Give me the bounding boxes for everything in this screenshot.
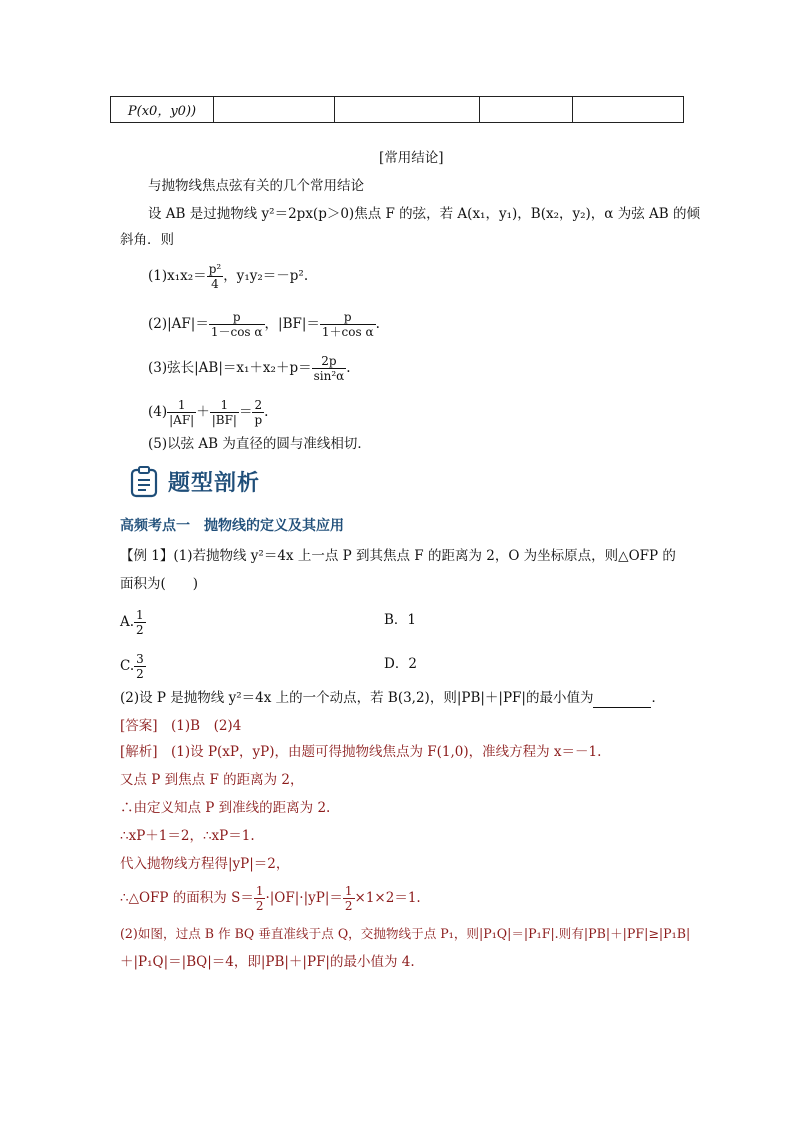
analysis-line-2: 又点 P 到焦点 F 的距离为 2， — [120, 772, 304, 788]
numerator: p — [209, 310, 265, 325]
table-cell — [480, 97, 573, 123]
conclusion-item-1 — [148, 262, 308, 291]
numerator: 2p — [312, 354, 347, 369]
denominator: 2 — [136, 623, 144, 637]
list-document-icon — [130, 466, 158, 498]
numerator: 1 — [344, 884, 353, 898]
analysis-line-1: [解析] (1)设 P(xP，yP)，由题可得抛物线焦点为 F(1,0)，准线方程为 x＝－1. — [120, 744, 602, 760]
numerator: 1 — [136, 608, 144, 622]
analysis-line-5: 代入抛物线方程得|yP|＝2， — [120, 856, 290, 872]
option-label: A. — [120, 614, 135, 630]
answer: [答案] (1)B (2)4 — [120, 718, 242, 734]
analysis-6-prefix: ∴△OFP 的面积为 S＝ — [120, 890, 254, 906]
numerator: 1 — [255, 884, 264, 898]
analysis-line-7: (2)如图，过点 B 作 BQ 垂直准线于点 Q，交抛物线于点 P₁，则|P₁Q|＝|P₁F|.则有|PB|＋|PF|≥|P₁B| — [120, 926, 691, 941]
denominator: |BF| — [211, 413, 237, 427]
topic-title: 高频考点一 抛物线的定义及其应用 — [120, 518, 344, 534]
numerator: 1 — [210, 398, 239, 413]
denominator: |AF| — [169, 413, 195, 427]
plus-sign: ＋ — [196, 404, 210, 420]
analysis-line-6 — [120, 884, 421, 913]
fraction — [209, 310, 265, 339]
analysis-6-suffix: ×1×2＝1. — [354, 890, 421, 906]
numerator: p² — [208, 262, 222, 276]
fraction — [320, 310, 376, 339]
analysis-line-3: ∴由定义知点 P 到准线的距离为 2. — [120, 800, 331, 816]
example-question-2 — [120, 688, 665, 708]
conclusion-item-2 — [148, 310, 380, 339]
fraction — [134, 608, 146, 637]
denominator: 1－cos α — [210, 325, 263, 339]
table-cell-point: P(x0，y0)) — [111, 97, 214, 123]
conclusion-setup-line2: 斜角．则 — [120, 232, 174, 248]
answer-blank — [593, 693, 651, 708]
option-d: D．2 — [384, 656, 417, 672]
denominator: 1＋cos α — [321, 325, 374, 339]
item-2-prefix: (2)|AF|＝ — [148, 316, 209, 332]
analysis-6-mid: ·|OF|·|yP|＝ — [265, 890, 343, 906]
option-a — [120, 608, 146, 637]
option-label: C. — [120, 658, 135, 674]
fraction — [210, 398, 239, 427]
item-3-suffix: . — [346, 360, 351, 376]
table-cell — [573, 97, 684, 123]
example-question-1-line1: 【例 1】(1)若抛物线 y²＝4x 上一点 P 到其焦点 F 的距离为 2，O 为坐标原点，则△OFP 的 — [120, 548, 676, 564]
table-cell — [214, 97, 335, 123]
fraction — [312, 354, 347, 383]
conclusion-intro: 与抛物线焦点弦有关的几个常用结论 — [148, 178, 364, 194]
analysis-line-8: ＋|P₁Q|＝|BQ|＝4，即|PB|＋|PF|的最小值为 4. — [120, 954, 415, 970]
question-2-end: ． — [651, 690, 665, 706]
option-b: B．1 — [384, 612, 417, 628]
item-1-prefix: (1)x₁x₂＝ — [148, 268, 207, 284]
example-question-1-line2: 面积为( ) — [120, 576, 199, 592]
properties-table — [110, 96, 684, 123]
fraction — [207, 262, 224, 291]
fraction — [134, 652, 146, 681]
item-2-mid: ，|BF|＝ — [264, 316, 320, 332]
denominator: 2 — [136, 667, 144, 681]
conclusion-item-3 — [148, 354, 351, 383]
equals-sign: ＝ — [238, 404, 253, 420]
item-3-prefix: (3)弦长|AB|＝x₁＋x₂＋p＝ — [148, 360, 312, 376]
conclusion-item-5: (5)以弦 AB 为直径的圆与准线相切． — [148, 436, 371, 452]
table-cell — [335, 97, 480, 123]
item-1-suffix: ，y₁y₂＝－p². — [223, 268, 309, 284]
item-2-suffix: . — [375, 316, 380, 332]
item-4-prefix: (4) — [148, 404, 168, 420]
analysis-line-4: ∴xP＋1＝2，∴xP＝1. — [120, 828, 255, 844]
fraction — [254, 884, 266, 913]
denominator: 2 — [255, 899, 264, 913]
option-c — [120, 652, 146, 681]
question-2-text: (2)设 P 是抛物线 y²＝4x 上的一个动点，若 B(3,2)，则|PB|＋|PF|的最小值为 — [120, 690, 594, 706]
table-row — [111, 97, 684, 123]
section-title: 题型剖析 — [168, 471, 261, 496]
conclusion-setup-line1: 设 AB 是过抛物线 y²＝2px(p＞0)焦点 F 的弦，若 A(x₁，y₁)，B(x₂，y₂)，α 为弦 AB 的倾 — [148, 206, 700, 222]
fraction — [343, 884, 355, 913]
denominator: 4 — [211, 277, 219, 291]
numerator: p — [320, 310, 376, 325]
denominator: sin²α — [313, 369, 345, 383]
fraction — [167, 398, 196, 427]
conclusion-item-4 — [148, 398, 268, 427]
denominator: 2 — [344, 899, 353, 913]
conclusion-heading: [常用结论] — [379, 150, 444, 166]
numerator: 1 — [167, 398, 196, 413]
item-4-suffix: . — [264, 404, 269, 420]
numerator: 3 — [136, 652, 144, 666]
denominator: p — [254, 413, 263, 427]
fraction — [252, 398, 264, 427]
numerator: 2 — [252, 398, 264, 413]
